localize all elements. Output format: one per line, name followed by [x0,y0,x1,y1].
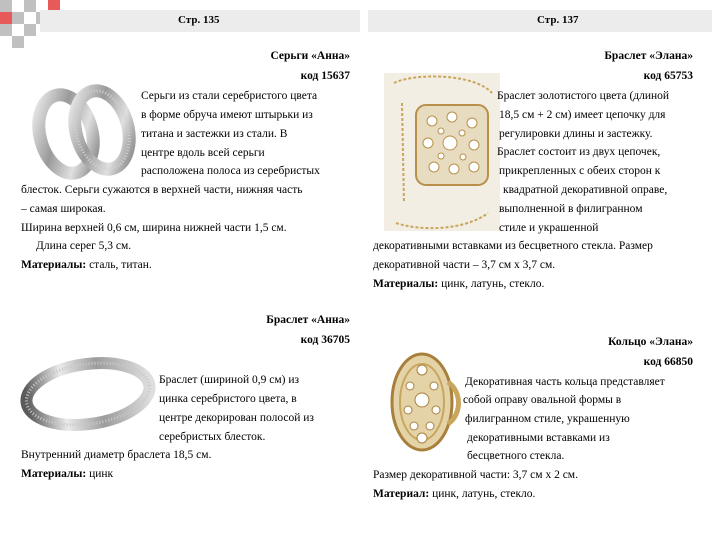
bracelet-anna-materials-label: Материалы: [21,468,87,480]
bracelet-elana-desc-line: Браслет золотистого цвета (длиной [497,90,670,102]
bracelet-anna-code: код 36705 [300,334,350,346]
bracelet-elana-desc-line: стиле и украшенной [499,222,599,234]
earrings-materials [21,256,152,275]
bracelet-anna-desc-line: Браслет (шириной 0,9 см) из [159,374,300,386]
bracelet-elana-title: Браслет «Элана» [604,50,693,62]
earrings-desc-line: центре вдоль всей серьги [141,147,265,159]
earrings-code: код 15637 [300,70,350,82]
bracelet-elana-desc-line: Браслет состоит из двух цепочек, [497,146,661,158]
page-number-right: Стр. 137 [537,14,579,26]
earrings-materials-label: Материалы: [21,259,87,271]
bracelet-anna-materials-value: цинк [86,468,114,480]
bracelet-elana-materials-label: Материалы: [373,278,439,290]
bracelet-elana-desc-line: прикрепленных с обеих сторон к [499,165,661,177]
ring-elana-desc-line: филигранном стиле, украшенную [465,413,630,425]
ring-elana-desc-line: Размер декоративной части: 3,7 см х 2 см. [373,469,578,481]
ring-elana-image [378,342,466,462]
bracelet-elana-desc-line: декоративными вставками из бесцветного стекла. Размер [373,240,653,252]
earrings-desc-line: блесток. Серьги сужаются в верхней части, нижняя часть [21,184,303,196]
page-number-left: Стр. 135 [178,14,220,26]
bracelet-elana-materials [373,275,544,294]
earrings-materials-value: сталь, титан. [86,259,152,271]
earrings-desc-line: Серьги из стали серебристого цвета [141,90,318,102]
bracelet-elana-desc-line: выполненной в филигранном [499,203,643,215]
bracelet-elana-image [384,73,500,231]
earrings-desc-line: титана и застежки из стали. В [141,128,288,140]
bracelet-elana-desc-line: регулировки длины и застежку. [499,128,653,140]
ring-elana-materials-label: Материал: [373,488,430,500]
bracelet-elana-desc-line: 18,5 см + 2 см) имеет цепочку для [499,109,666,121]
bracelet-anna-materials [21,465,113,484]
ring-elana-desc-line: бесцветного стекла. [467,450,565,462]
bracelet-anna-desc-line: Внутренний диаметр браслета 18,5 см. [21,449,212,461]
bracelet-elana-code: код 65753 [643,70,693,82]
ring-elana-materials [373,485,535,504]
earrings-desc-line: расположена полоса из серебристых [141,165,320,177]
ring-elana-desc-line: Декоративная часть кольца представляет [465,376,665,388]
earrings-desc-line: Длина серег 5,3 см. [36,240,132,252]
bracelet-anna-desc-line: центре декорирован полосой из [159,412,314,424]
bracelet-anna-image [18,352,158,436]
earrings-title: Серьги «Анна» [270,50,350,62]
ring-elana-materials-value: цинк, латунь, стекло. [429,488,536,500]
bracelet-anna-desc-line: цинка серебристого цвета, в [159,393,297,405]
earrings-image [28,72,140,182]
bracelet-anna-desc-line: серебристых блесток. [159,431,266,443]
ring-elana-desc-line: собой оправу овальной формы в [463,394,622,406]
bracelet-anna-title: Браслет «Анна» [266,314,350,326]
earrings-desc-line: Ширина верхней 0,6 см, ширина нижней части 1,5 см. [21,222,287,234]
earrings-desc-line: – самая широкая. [21,203,106,215]
ring-elana-desc-line: декоративными вставками из [467,432,610,444]
bracelet-elana-desc-line: декоративной части – 3,7 см х 3,7 см. [373,259,556,271]
ring-elana-title: Кольцо «Элана» [608,336,693,348]
bracelet-elana-materials-value: цинк, латунь, стекло. [438,278,545,290]
bracelet-elana-desc-line: квадратной декоративной оправе, [503,184,668,196]
earrings-desc-line: в форме обруча имеют штырьки из [141,109,313,121]
ring-elana-code: код 66850 [643,356,693,368]
